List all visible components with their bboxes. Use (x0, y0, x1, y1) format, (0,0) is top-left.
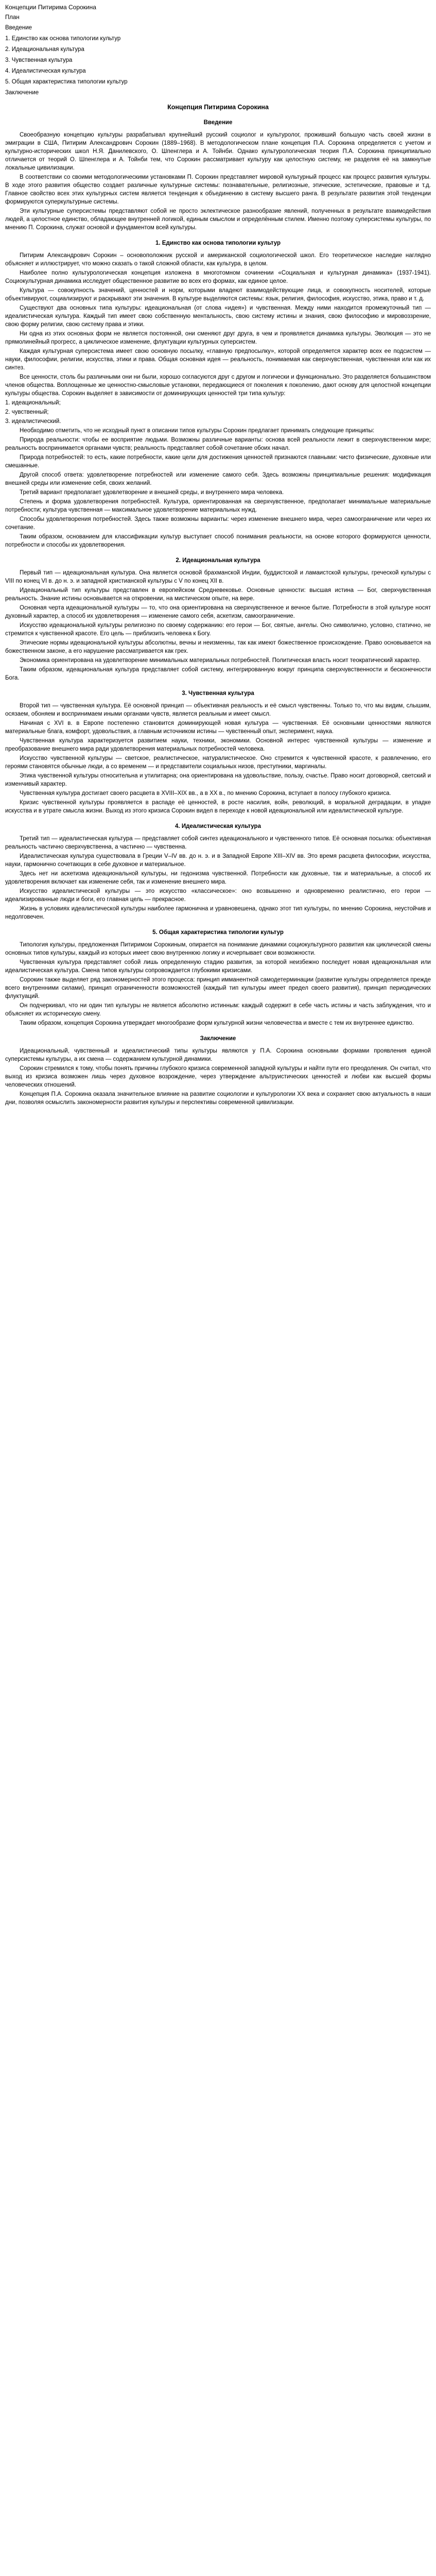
list-item: 2. чувственный; (5, 409, 49, 415)
document-title: Концепции Питирима Сорокина (5, 4, 96, 11)
paragraph: Кризис чувственной культуры проявляется в распаде её ценностей, в росте насилия, войн, революций, в моральной деградации, в упадке искусства и в утрате смысла жизни. Выход из этого кризиса Сорокин видел в переходе к новой идеациональной или идеалистической культуре. (5, 800, 431, 814)
paragraph: Жизнь в условиях идеалистической культуры наиболее гармонична и уравновешена, однако этот тип культуры, по мнению Сорокина, неустойчив и недолговечен. (5, 906, 431, 920)
section-heading: Заключение (200, 1036, 236, 1042)
section-heading: 3. Чувственная культура (182, 690, 254, 697)
toc-item: Введение (5, 25, 32, 31)
paragraph: Ни одна из этих основных форм не является постоянной, они сменяют друг друга, в чем и проявляется динамика культуры. Эволюция — это не прямолинейный прогресс, а циклическое изменение, флуктуации культурных суперсистем. (5, 331, 431, 345)
paragraph: Этика чувственной культуры относительна и утилитарна; она ориентирована на удовольствие, пользу, счастье. Право носит договорной, светский и изменчивый характер. (5, 773, 431, 787)
paragraph: Первый тип — идеациональная культура. Она является основой брахманской Индии, буддистской и ламаистской культуры, греческой культуры с VIII по конец VI в. до н. э. и западной христианской культуры с V по конец XII в. (5, 570, 431, 584)
paragraph: Таким образом, концепция Сорокина утверждает многообразие форм культурной жизни человечества и вместе с тем их внутреннее единство. (20, 1020, 414, 1026)
paragraph: Эти культурные суперсистемы представляют собой не просто эклектическое разнообразие явлений, полученных в результате взаимодействия людей, а целостное единство, обладающее внутренней логикой, единым смыслом и определённым стилем. Именно поэтому суперсистемы культуры, по мнению П. Сорокина, служат основой и фундаментом всей культуры. (5, 208, 431, 231)
paragraph: Природа реальности: чтобы ее восприятие людьми. Возможны различные варианты: основа всей реальности лежит в сверхчувственном мире; реальность воспринимается органами чувств; реальность представляет собой сочетание обоих начал. (5, 437, 431, 451)
paragraph: Чувственная культура достигает своего расцвета в XVIII–XIX вв., а в XX в., по мнению Сорокина, вступает в полосу глубокого кризиса. (20, 790, 391, 796)
paragraph: Природа потребностей: то есть, какие потребности, какие цели для достижения ценностей признаются главными: чисто физические, духовные или смешанные. (5, 454, 431, 469)
section-heading: 2. Идеациональная культура (176, 557, 260, 564)
toc-heading: План (5, 14, 20, 21)
paragraph: Другой способ ответа: удовлетворение потребностей или изменение самого себя. Здесь возможны принципиальные решения: модификация внешней среды или изменение себя, своих желаний. (5, 472, 431, 486)
paragraph: Идеациональный тип культуры представлен в европейском Средневековье. Основные ценности: высшая истина — Бог, сверхчувственная реальность. Знание истины основывается на откровении, на мистическом опыте, на вере. (5, 587, 431, 602)
toc-item: 1. Единство как основа типологии культур (5, 36, 121, 42)
paragraph: Необходимо отметить, что не исходный пункт в описании типов культуры Сорокин предлагает принимать следующие принципы: (20, 428, 375, 434)
paragraph: Способы удовлетворения потребностей. Здесь также возможны варианты: через изменение внешнего мира, через самоограничение или через их сочетание. (5, 516, 431, 531)
paragraph: Идеациональный, чувственный и идеалистический типы культуры являются у П.А. Сорокина основными формами проявления единой суперсистемы культуры, а их смена — содержанием культурной динамики. (5, 1048, 431, 1062)
toc-item: Заключение (5, 90, 39, 96)
paragraph: Питирим Александрович Сорокин – основоположник русской и американской социологической школ. Его теоретическое наследие наглядно объясняет и иллюстрирует, что можно сказать о такой сложной области, как культура, в целом. (5, 252, 431, 267)
paragraph: Таким образом, идеациональная культура представляет собой систему, интегрированную вокруг принципа сверхчувственности и бесконечности Бога. (5, 667, 431, 681)
section-heading: Введение (203, 120, 233, 126)
paragraph: Основная черта идеациональной культуры — то, что она ориентирована на сверхчувственное и вечное бытие. Потребности в этой культуре носят духовный характер, а способ их удовлетворения — изменение самого себя, аскетизм, самоограничение. (5, 605, 431, 619)
paragraph: В соответствии со своими методологическими установками П. Сорокин представляет мировой культурный процесс как процесс развития культуры. В ходе этого развития общество создает различные культурные системы: познавательные, религиозные, этические, эстетические, правовые и т.д. Главное свойство всех этих культурных систем является тенденция к объединению в систему высшего ранга. В результате развития этой тенденции формируются суперкультурные системы. (5, 174, 431, 205)
section-heading: 1. Единство как основа типологии культур (155, 240, 281, 246)
toc-item: 5. Общая характеристика типологии культур (5, 79, 128, 85)
list-item: 1. идеациональный; (5, 400, 61, 406)
paragraph: Экономика ориентирована на удовлетворение минимальных материальных потребностей. Политическая власть носит теократический характер. (20, 657, 421, 664)
toc-item: 4. Идеалистическая культура (5, 68, 86, 74)
paragraph: Таким образом, основанием для классификации культур выступает способ понимания реальности, на основе которого формируются ценности, потребности и способы их удовлетворения. (5, 534, 431, 548)
paragraph: Своеобразную концепцию культуры разрабатывал крупнейший русский социолог и культуролог, проживший большую часть своей жизни в эмиграции в США, Питирим Александрович Сорокин (1889–1968). В методологическом плане концепция П.А. Сорокина определяется с учетом и культурно-исторических школ Н.Я. Данилевского, О. Шпенглера и А. Тойнби. Однако культурологическая теория П.А. Сорокина принципиально отличается от теорий О. Шпенглера и А. Тойнби тем, что Сорокин рассматривает культуру как целостную систему, не разделяя её на замкнутые локальные цивилизации. (5, 132, 431, 171)
paragraph: Третий вариант предполагает удовлетворение и внешней среды, и внутреннего мира человека. (20, 489, 284, 496)
main-title: Концепция Питирима Сорокина (167, 104, 269, 111)
paragraph: Чувственная культура представляет собой лишь определенную стадию развития, за которой неизбежно последует новая идеациональная или идеалистическая культура. Смена типов культуры сопровождается глубокими кризисами. (5, 959, 431, 974)
paragraph: Типология культуры, предложенная Питиримом Сорокиным, опирается на понимание динамики социокультурного развития как циклической смены основных типов культуры, каждый из которых имеет свою внутреннюю логику и исчерпывает свои возможности. (5, 942, 431, 956)
document-body (5, 118, 431, 1107)
paragraph: Идеалистическая культура существовала в Греции V–IV вв. до н. э. и в Западной Европе XIII–XIV вв. Это время расцвета философии, искусства, науки, гармонично сочетающих в себе духовное и материальное. (5, 853, 431, 868)
paragraph: Искусство идеациональной культуры религиозно по своему содержанию: его герои — Бог, святые, ангелы. Оно символично, условно, статично, не стремится к чувственной красоте. Его цель — приблизить человека к Богу. (5, 622, 431, 637)
paragraph: Культура — совокупность значений, ценностей и норм, которыми владеют взаимодействующие лица, и совокупность носителей, которые объективируют, социализируют и раскрывают эти значения. В культуре выделяются системы: язык, религия, философия, искусство, этика, право и т. д. (5, 287, 431, 302)
paragraph: Чувственная культура характеризуется развитием науки, техники, экономики. Основной интерес чувственной культуры — изменение и преобразование внешнего мира ради удовлетворения материальных потребностей человека. (5, 738, 431, 752)
paragraph: Сорокин также выделяет ряд закономерностей этого процесса: принцип имманентной самодетерминации (развитие культуры определяется прежде всего внутренними силами), принцип ограниченности возможностей (каждый тип культуры имеет предел своего развития), принцип периодических флуктуаций. (5, 977, 431, 999)
paragraph: Каждая культурная суперсистема имеет свою основную посылку, «главную предпосылку», которой определяется характер всех ее подсистем — науки, философии, религии, искусства, этики и права. Общая основная идея — реальность, понимаемая как сверхчувственная, чувственная или как их синтез. (5, 348, 431, 371)
toc-item: 3. Чувственная культура (5, 57, 73, 63)
paragraph: Второй тип — чувственная культура. Её основной принцип — объективная реальность и её смысл чувственны. Только то, что мы видим, слышим, осязаем, обоняем и воспринимаем иными органами чувств, является реальным и имеет смысл. (5, 703, 431, 717)
paragraph: Третий тип — идеалистическая культура — представляет собой синтез идеационального и чувственного типов. Её основная посылка: объективная реальность частично сверхчувственна, а частично — чувственна. (5, 836, 431, 850)
section-heading: 4. Идеалистическая культура (175, 823, 261, 829)
list-item: 3. идеалистический. (5, 418, 61, 425)
paragraph: Начиная с XVI в. в Европе постепенно становится доминирующей новая культура — чувственная. Её основными ценностями являются материальные блага, комфорт, удовольствия, а главным источником истины — чувственный опыт, эксперимент, наука. (5, 720, 431, 735)
paragraph: Искусство чувственной культуры — светское, реалистическое, натуралистическое. Оно стремится к чувственной красоте, к развлечению, его героями становятся обычные люди, а со временем — и представители социальных низов, преступники, маргиналы. (5, 755, 431, 770)
document-page (0, 0, 436, 1118)
paragraph: Существуют два основных типа культуры: идеациональная (от слова «идея») и чувственная. Между ними находится промежуточный тип — идеалистическая культура. Каждый тип имеет свою собственную ментальность, свою систему истины и знания, свою философию и мировоззрение, свою форму религии, свою систему права и этики. (5, 305, 431, 328)
paragraph: Он подчеркивал, что ни один тип культуры не является абсолютно истинным: каждый содержит в себе часть истины и часть заблуждения, что и объясняет их историческую смену. (5, 1003, 431, 1017)
paragraph: Сорокин стремился к тому, чтобы понять причины глубокого кризиса современной западной культуры и найти пути его преодоления. Он считал, что выход из кризиса возможен лишь через духовное возрождение, через утверждение альтруистических ценностей и любви как высшей формы человеческих отношений. (5, 1065, 431, 1088)
paragraph: Степень и форма удовлетворения потребностей. Культура, ориентированная на сверхчувственное, предполагает минимальные материальные потребности; культура чувственная — максимальное удовлетворение материальных нужд. (5, 499, 431, 513)
paragraph: Этические нормы идеациональной культуры абсолютны, вечны и неизменны, так как имеют божественное происхождение. Право основывается на божественном законе, а его нарушение рассматривается как грех. (5, 640, 431, 654)
toc-item: 2. Идеациональная культура (5, 46, 84, 53)
paragraph: Наиболее полно культурологическая концепция изложена в многотомном сочинении «Социальная и культурная динамика» (1937-1941). Социокультурная динамика исследует общественное развитие во всех его формах, как единое целое. (5, 270, 431, 284)
paragraph: Здесь нет ни аскетизма идеациональной культуры, ни гедонизма чувственной. Потребности как духовные, так и материальные, а способ их удовлетворения включает как изменение себя, так и изменение внешнего мира. (5, 871, 431, 885)
table-of-contents (5, 24, 431, 97)
paragraph: Искусство идеалистической культуры — это искусство «классическое»: оно возвышенно и одновременно реалистично, его герои — идеализированные люди и боги, его главная цель — прекрасное. (5, 888, 431, 903)
paragraph: Все ценности, столь бы различными они ни были, хорошо согласуются друг с другом и логически и функционально. Это разделяется большинством членов общества. Воплощенные же ценностно-смысловые установки, передающиеся от поколения к поколению, дают основу для целостной концепции культуры общества. Сорокин выделяет в зависимости от доминирующих ценностей три типа культур: (5, 374, 431, 397)
section-heading: 5. Общая характеристика типологии культур (152, 929, 284, 936)
paragraph: Концепция П.А. Сорокина оказала значительное влияние на развитие социологии и культурологии XX века и сохраняет свою актуальность в наши дни, позволяя осмыслить закономерности развития культуры и перспективы современной цивилизации. (5, 1091, 431, 1106)
